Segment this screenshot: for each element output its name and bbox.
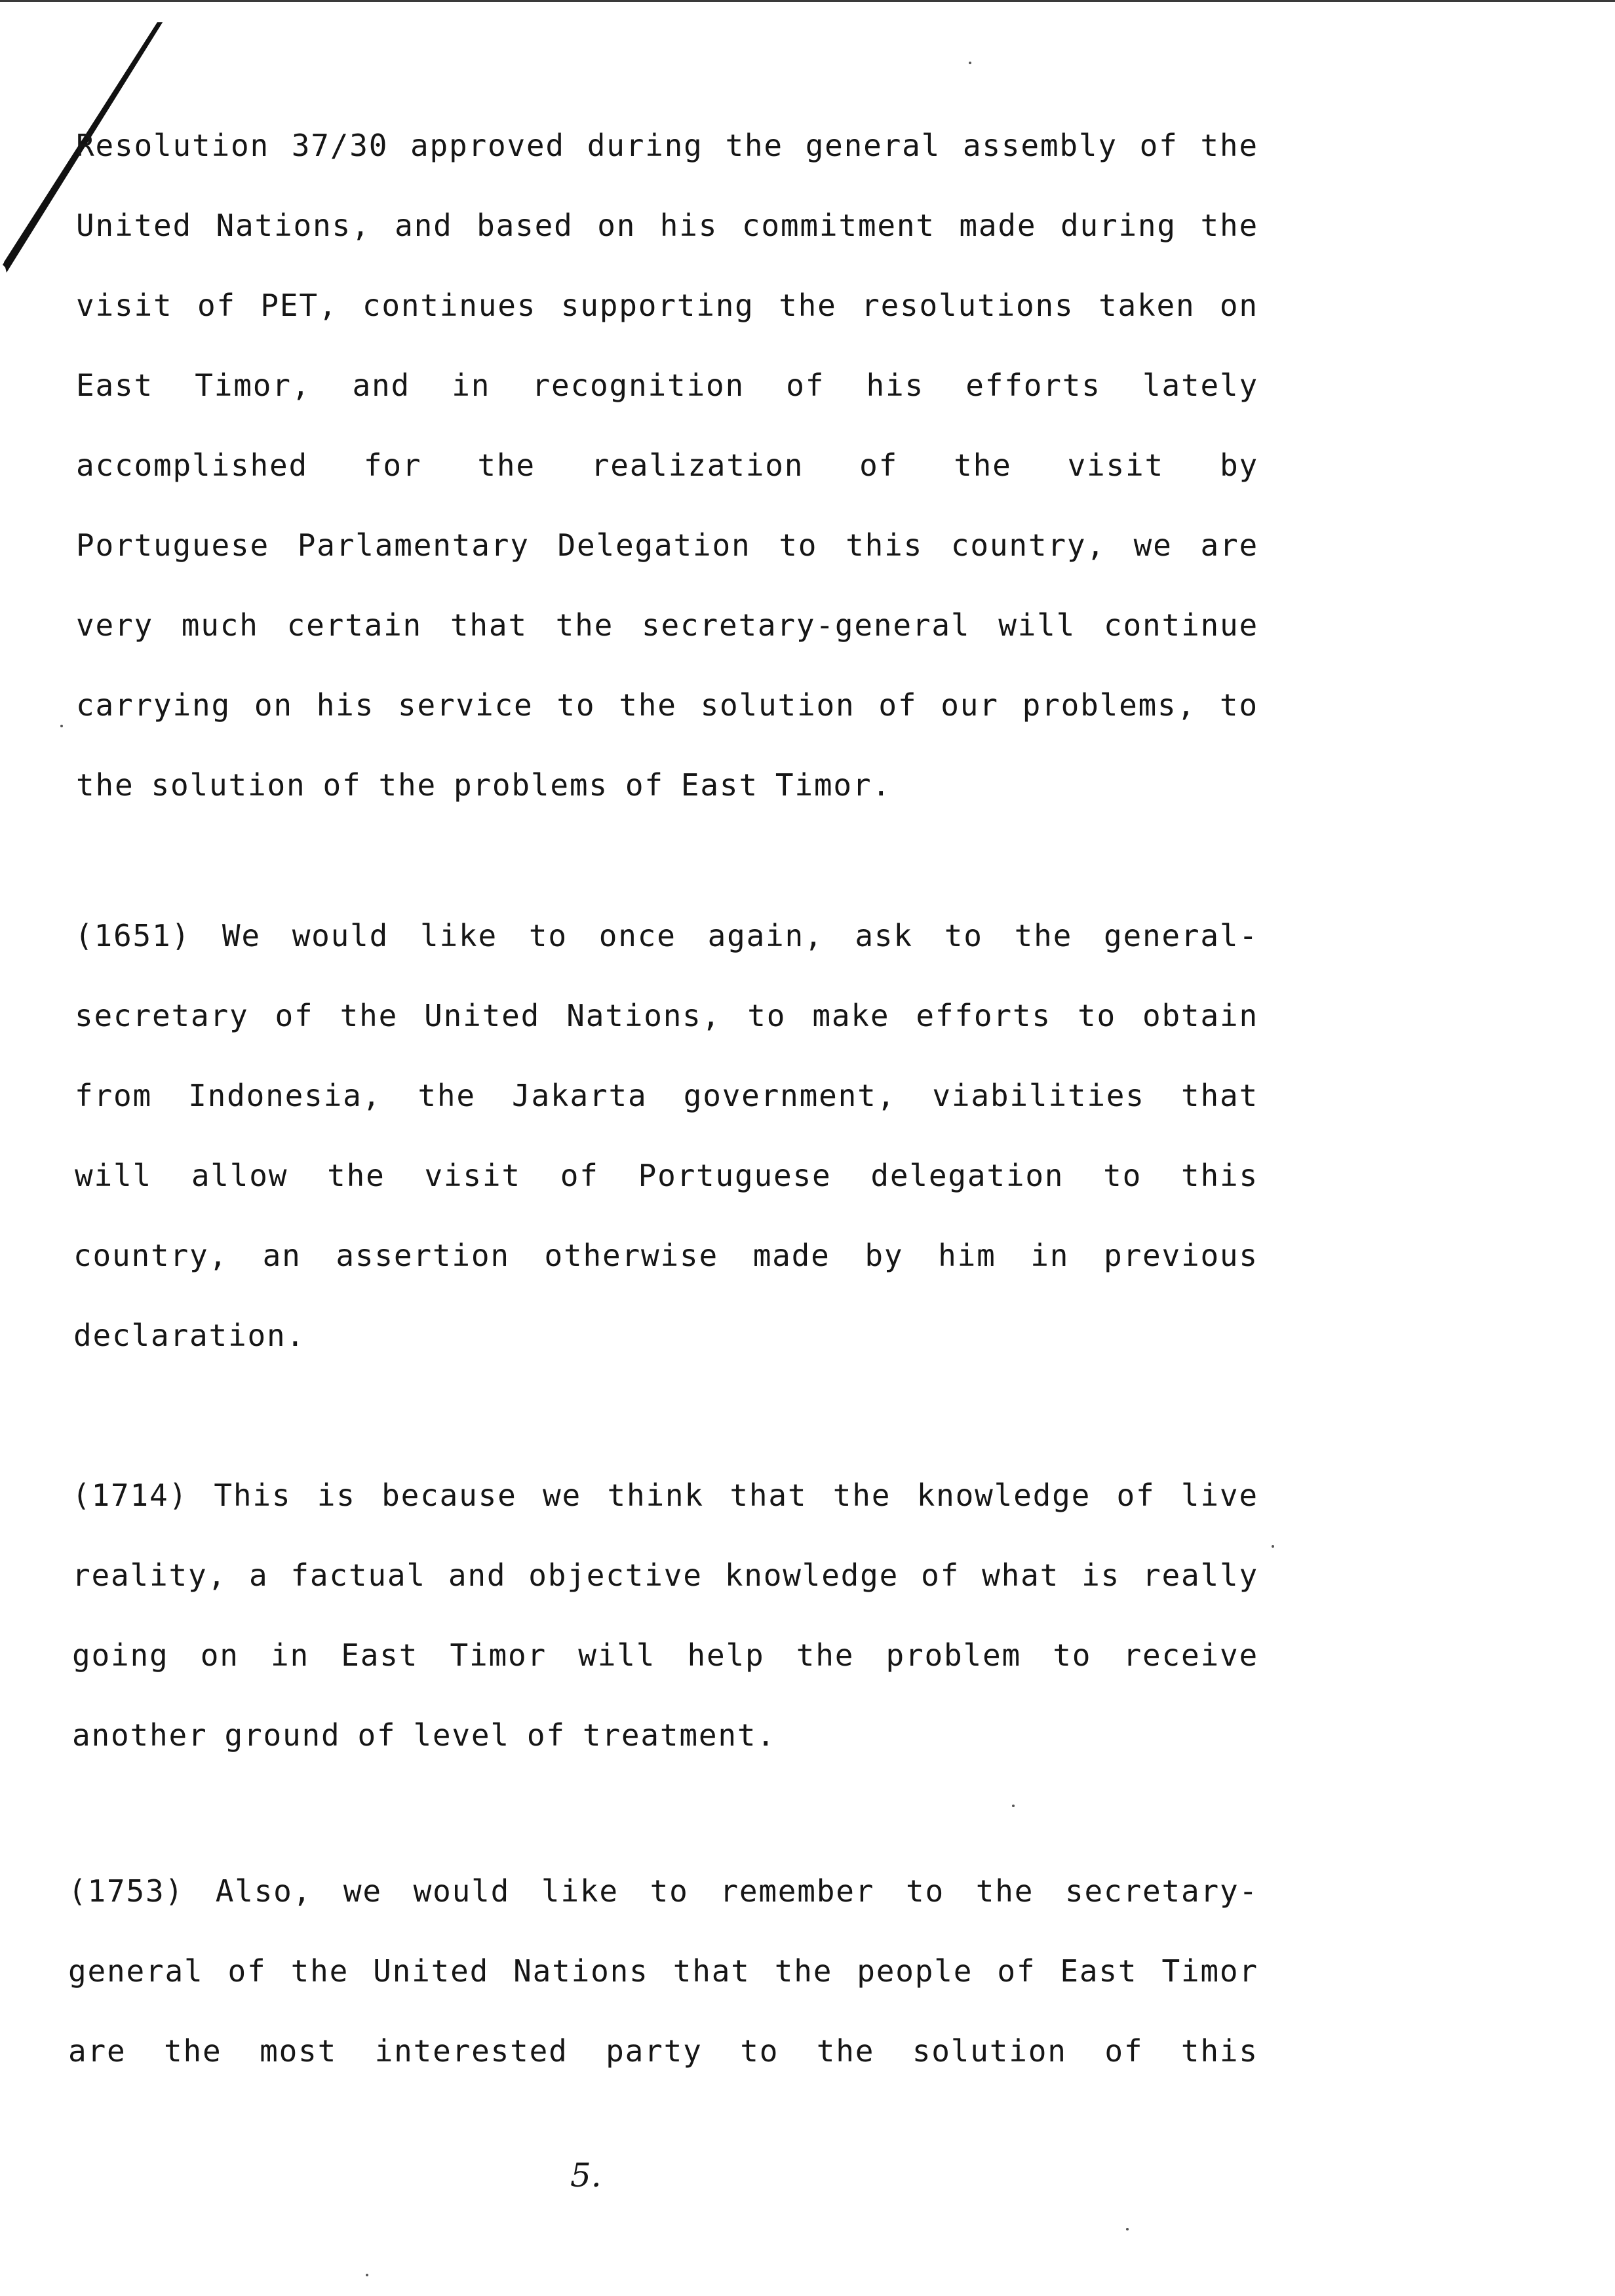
word: solution [151,767,306,803]
word: are [68,2033,126,2069]
word: of [322,767,362,803]
text-line [76,286,1258,325]
word: party [606,2033,703,2069]
word: like [420,918,498,953]
word: will [998,607,1076,643]
word: this [1180,2033,1258,2069]
word: otherwise [544,1238,718,1273]
word: on [254,687,293,723]
word: the [975,1873,1034,1909]
word: Timor [1161,1953,1258,1989]
word: Resolution [76,128,269,163]
word: general [68,1953,204,1989]
word: we [1133,527,1173,563]
word: the [76,767,134,803]
text-line [72,1476,1258,1515]
word: Nations, [566,998,722,1033]
word: certain [286,607,423,643]
word: the [779,288,837,323]
word: to [650,1873,689,1909]
word: general [805,128,941,163]
text-line [76,366,1258,405]
word: East [1060,1953,1138,1989]
text-line [68,1951,1258,1991]
word: another [72,1717,208,1753]
word: Indonesia, [188,1078,382,1113]
word: what [982,1558,1060,1593]
word: problem [885,1637,1021,1673]
word: Nations [513,1953,649,1989]
word: his [316,687,375,723]
word: visit [424,1158,521,1193]
word: of [275,998,314,1033]
word: Also, [215,1873,313,1909]
text-line [75,1156,1258,1195]
word: we [343,1873,382,1909]
word: the [774,1953,833,1989]
word: the [954,448,1012,483]
word: (1651) [75,918,191,953]
word: previous [1103,1238,1258,1273]
word: made [752,1238,830,1273]
word: problems [453,767,608,803]
word: once [598,918,676,953]
word: assertion [336,1238,510,1273]
word: remember [720,1873,875,1909]
word: to [740,2033,779,2069]
word: commitment [741,208,935,243]
top-border-rule [0,0,1615,2]
word: United [76,208,192,243]
word: the [796,1637,855,1673]
word: the [477,448,535,483]
word: of [859,448,899,483]
text-line [75,1076,1258,1115]
word: in [271,1637,310,1673]
word: Jakarta [512,1078,648,1113]
word: to [1219,687,1258,723]
word: PET, [260,288,338,323]
word: on [597,208,636,243]
word: solution [912,2033,1067,2069]
word: people [857,1953,973,1989]
word: on [1219,288,1258,323]
word: viabilities [932,1078,1145,1113]
word: in [1030,1238,1070,1273]
word: of [1139,128,1178,163]
word: to [528,918,568,953]
word: the [164,2033,222,2069]
word: that [730,1478,808,1513]
word: approved [410,128,565,163]
word: Delegation [557,527,751,563]
text-line [76,526,1258,565]
word: the [290,1953,349,1989]
word: Nations, [216,208,371,243]
word: would [292,918,389,953]
word: secretary [75,998,249,1033]
text-line [76,206,1258,245]
word: to [906,1873,945,1909]
word: during [1060,208,1177,243]
word: East [341,1637,419,1673]
word: Parlamentary [297,527,530,563]
word: continues [362,288,537,323]
scan-speck [366,2274,368,2276]
word: visit [76,288,173,323]
word: assembly [962,128,1118,163]
word: country, [73,1238,228,1273]
word: country, [950,527,1106,563]
word: reality, [72,1558,227,1593]
word: the [378,767,437,803]
word: Portuguese [638,1158,832,1193]
word: we [543,1478,582,1513]
word: again, [707,918,824,953]
word: Timor [450,1637,547,1673]
word: level [413,1717,510,1753]
text-line [73,1316,305,1355]
word: accomplished [76,448,308,483]
word: most [260,2033,338,2069]
word: obtain [1142,998,1258,1033]
word: the [555,607,614,643]
word: of [997,1953,1036,1989]
text-line [76,765,891,805]
word: live [1180,1478,1258,1513]
word: really [1142,1558,1258,1593]
word: that [450,607,528,643]
word: by [1220,448,1258,483]
word: like [541,1873,619,1909]
word: from [75,1078,152,1113]
word: interested [374,2033,568,2069]
word: the [1200,128,1258,163]
text-line [76,685,1258,725]
word: on [200,1637,239,1673]
scan-speck [969,62,971,64]
word: of [1116,1478,1156,1513]
word: to [556,687,596,723]
word: ask [855,918,913,953]
word: United [373,1953,490,1989]
word: our [941,687,999,723]
word: of [227,1953,267,1989]
word: secretary- [1064,1873,1258,1909]
word: is [317,1478,356,1513]
word: of [357,1717,397,1753]
word: the [1014,918,1073,953]
word: knowledge [916,1478,1091,1513]
word: to [944,918,983,953]
word: are [1200,527,1258,563]
text-line [76,126,1258,165]
word: recognition [532,368,745,403]
word: this [1180,1158,1258,1193]
word: taken [1098,288,1196,323]
word: realization [591,448,804,483]
word: is [1081,1558,1121,1593]
word: based [477,208,574,243]
word: that [1181,1078,1258,1113]
word: make [812,998,890,1033]
scan-speck [1126,2228,1129,2230]
word: efforts [916,998,1051,1033]
text-line [72,1636,1258,1675]
word: the [418,1078,476,1113]
word: of [625,767,664,803]
page-number: 5. [570,2156,602,2194]
word: think [607,1478,704,1513]
word: resolutions [861,288,1074,323]
word: that [672,1953,750,1989]
word: East [76,368,153,403]
word: Portuguese [76,527,269,563]
text-line [76,446,1258,485]
scan-speck [60,725,63,727]
word: of [197,288,236,323]
word: carrying [76,687,231,723]
word: United [424,998,541,1033]
word: (1714) [72,1478,188,1513]
word: and [352,368,410,403]
word: him [938,1238,996,1273]
word: of [878,687,918,723]
word: to [1077,998,1116,1033]
word: would [413,1873,511,1909]
word: This [214,1478,292,1513]
word: this [846,527,924,563]
word: his [866,368,924,403]
word: and [395,208,453,243]
word: the [1200,208,1258,243]
word: of [921,1558,960,1593]
word: very [76,607,153,643]
text-line [68,1871,1258,1911]
word: receive [1123,1637,1258,1673]
word: lately [1142,368,1258,403]
word: by [865,1238,904,1273]
word: factual [290,1558,426,1593]
word: of [1104,2033,1144,2069]
word: the [619,687,677,723]
word: delegation [870,1158,1064,1193]
word: help [687,1637,765,1673]
word: the [725,128,783,163]
scan-speck [1012,1805,1015,1807]
word: knowledge [724,1558,899,1593]
word: and [448,1558,507,1593]
word: secretary-general [641,607,971,643]
word: in [452,368,491,403]
word: to [747,998,787,1033]
word: to [779,527,818,563]
word: to [1103,1158,1142,1193]
word: because [381,1478,517,1513]
word: to [1053,1637,1092,1673]
word: 37/30 [291,128,389,163]
word: visit [1067,448,1165,483]
word: of [786,368,825,403]
word: problems, [1022,687,1197,723]
text-line [72,1556,1258,1595]
word: objective [528,1558,703,1593]
word: will [578,1637,656,1673]
word: declaration. [73,1318,305,1353]
text-line [76,605,1258,645]
word: Timor, [195,368,311,403]
word: made [959,208,1037,243]
text-line [73,1236,1258,1275]
word: of [526,1717,566,1753]
word: supporting [560,288,754,323]
word: service [398,687,534,723]
word: his [659,208,718,243]
word: the [816,2033,875,2069]
word: continue [1103,607,1258,643]
word: will [75,1158,152,1193]
word: government, [683,1078,897,1113]
word: going [72,1637,169,1673]
word: solution [700,687,855,723]
text-line [68,2031,1258,2071]
scan-speck [1272,1545,1274,1548]
word: the [327,1158,385,1193]
text-line [75,916,1258,955]
word: treatment. [582,1717,776,1753]
word: East [680,767,758,803]
text-line [75,996,1258,1035]
text-line [72,1715,776,1755]
word: an [262,1238,302,1273]
word: of [560,1158,599,1193]
word: ground [224,1717,341,1753]
word: efforts [965,368,1101,403]
word: much [181,607,259,643]
word: during [587,128,703,163]
word: allow [191,1158,288,1193]
word: for [363,448,422,483]
word: general- [1103,918,1258,953]
word: the [832,1478,891,1513]
word: a [248,1558,269,1593]
word: Timor. [775,767,891,803]
word: (1753) [68,1873,184,1909]
word: the [340,998,399,1033]
word: We [222,918,261,953]
